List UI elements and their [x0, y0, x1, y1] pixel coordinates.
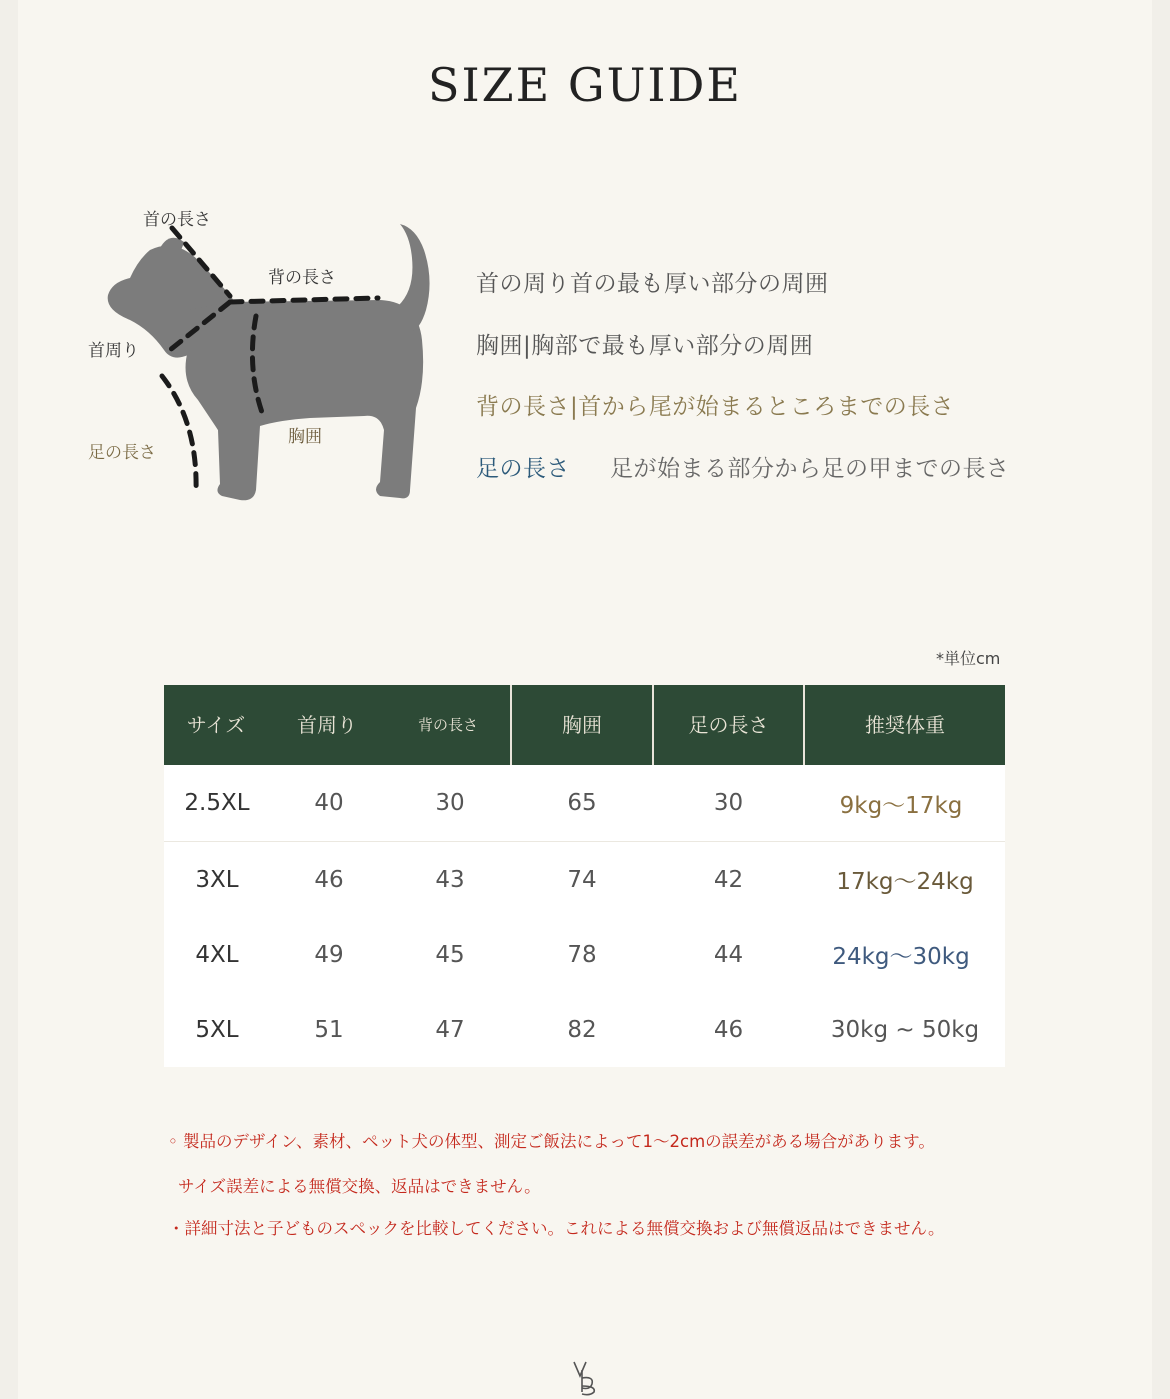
cell-back: 45 — [435, 941, 465, 968]
unit-note: *単位cm — [936, 649, 1001, 668]
cell-chest: 82 — [567, 1016, 597, 1043]
label-chest: 胸囲 — [288, 427, 322, 447]
header-size: サイズ — [186, 713, 246, 737]
cell-neck: 40 — [314, 790, 344, 816]
label-leg-length: 足の長さ — [88, 443, 156, 463]
cell-size: 5XL — [195, 1016, 239, 1043]
page-title: SIZE GUIDE — [428, 58, 742, 112]
table-row — [164, 917, 1005, 992]
header-leg: 足の長さ — [688, 713, 769, 737]
header-back: 背の長さ — [417, 716, 478, 734]
cell-leg: 46 — [713, 1016, 744, 1043]
cell-weight: 30kg ~ 50kg — [830, 1016, 980, 1043]
cell-neck: 46 — [314, 866, 344, 893]
cell-leg: 42 — [713, 866, 744, 893]
table-header — [164, 685, 1005, 765]
cell-neck: 51 — [314, 1016, 344, 1043]
cell-weight: 17kg～24kg — [836, 869, 974, 895]
desc-leg-length-value: 足が始まる部分から足の甲までの長さ — [610, 456, 1010, 482]
label-neck-circumference: 首周り — [88, 341, 139, 361]
cell-back: 43 — [435, 866, 465, 893]
header-chest: 胸囲 — [562, 713, 602, 737]
cell-leg: 30 — [713, 790, 744, 816]
table-row — [164, 842, 1005, 917]
cell-size: 2.5XL — [184, 790, 250, 816]
table-row — [164, 765, 1005, 842]
header-weight: 推奨体重 — [865, 713, 945, 737]
cell-chest: 78 — [567, 941, 597, 968]
right-frame — [1152, 0, 1170, 1399]
table-row — [164, 992, 1005, 1067]
desc-chest: 胸囲|胸部で最も厚い部分の周囲 — [476, 333, 814, 359]
desc-leg-length — [476, 450, 1010, 483]
header-neck: 首周り — [297, 713, 357, 737]
cell-size: 4XL — [195, 941, 239, 968]
cell-neck: 49 — [314, 941, 344, 968]
leg-length-line — [162, 376, 196, 492]
cell-chest: 74 — [567, 866, 597, 893]
desc-neck-circumference: 首の周り首の最も厚い部分の周囲 — [476, 271, 829, 297]
label-neck-length: 首の長さ — [143, 210, 211, 230]
cell-back: 47 — [435, 1016, 465, 1043]
brand-logo-icon — [560, 1356, 610, 1396]
note-2: サイズ誤差による無償交換、返品はできません。 — [178, 1177, 541, 1196]
desc-leg-length-key: 足の長さ — [476, 456, 570, 482]
note-1: ◦ 製品のデザイン、素材、ペット犬の体型、測定ご飯法によって1～2cmの誤差がある場合があります。 — [168, 1132, 935, 1151]
label-back-length: 背の長さ — [268, 268, 336, 288]
note-3: ・詳細寸法と子どものスペックを比較してください。これによる無償交換および無償返品はできません。 — [168, 1219, 945, 1238]
cell-weight: 9kg～17kg — [839, 792, 963, 819]
left-frame — [0, 0, 18, 1399]
cell-size: 3XL — [195, 866, 239, 893]
desc-back-length: 背の長さ|首から尾が始まるところまでの長さ — [476, 394, 955, 420]
cell-back: 30 — [435, 790, 465, 816]
cell-leg: 44 — [713, 941, 744, 968]
size-table — [164, 685, 1005, 1067]
cell-weight: 24kg～30kg — [832, 944, 970, 970]
cell-chest: 65 — [567, 790, 597, 816]
